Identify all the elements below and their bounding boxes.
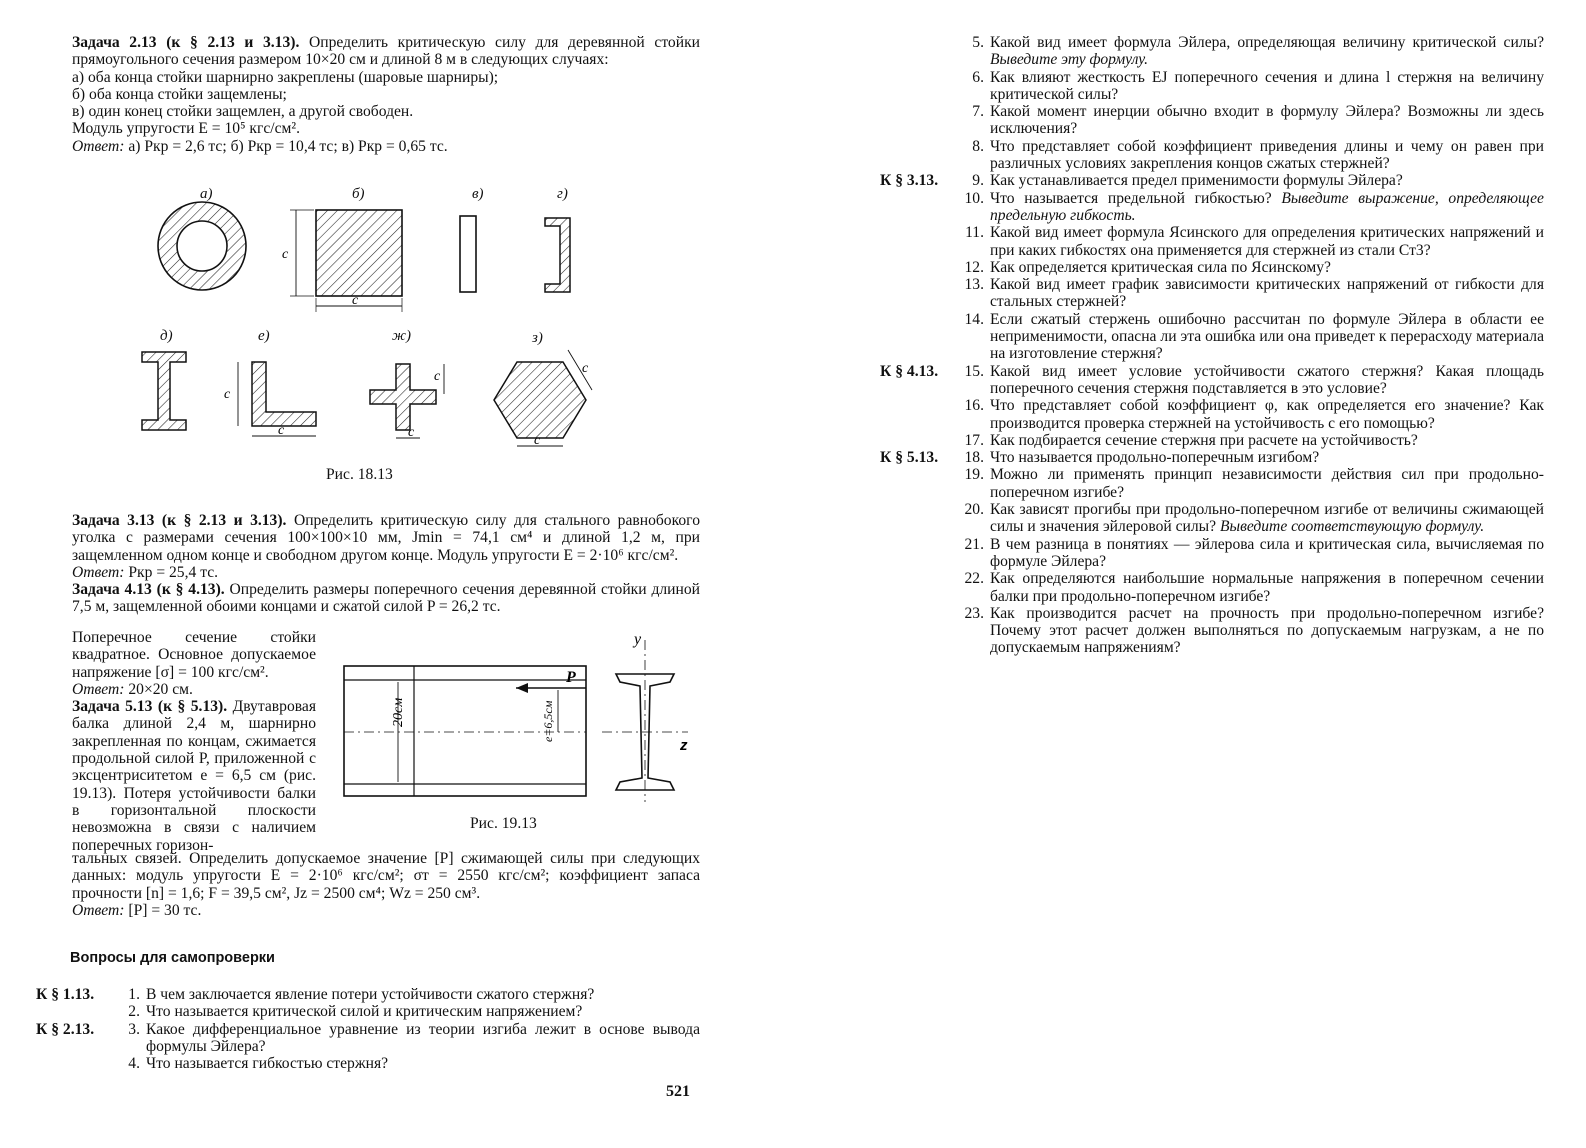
- question-section: К § 2.13.: [36, 1020, 95, 1038]
- dim-height-label: 20см: [391, 697, 406, 727]
- question-text: Что называется критической силой и критическим напряжением?: [146, 1003, 583, 1021]
- question-item: 12. Как определяется критическая сила по Ясинскому?: [964, 258, 1331, 276]
- case-b: б) оба конца стойки защемлены;: [72, 85, 287, 103]
- question-item: [36, 986, 700, 1003]
- question-item: 7. Какой момент инерции обычно входит в формулу Эйлера? Возможны ли здесь исключения?: [972, 103, 1544, 138]
- problem-2-13-title: Задача 2.13 (к § 2.13 и 3.13).: [72, 34, 300, 51]
- dim-c: с: [434, 369, 441, 384]
- question-text: Что называется гибкостью стержня?: [146, 1055, 389, 1073]
- question-item: 19. Можно ли применять принцип независимости действия сил при продольно-поперечном изгибе?: [964, 466, 1544, 501]
- question-number: 4.: [128, 1055, 140, 1073]
- answer-label: Ответ:: [72, 563, 125, 581]
- answer-label: Ответ:: [72, 680, 125, 698]
- self-check-heading: Вопросы для самопроверки: [70, 950, 275, 966]
- label-zh: ж): [392, 328, 411, 344]
- question-number: 2.: [128, 1003, 140, 1021]
- question-item: [36, 1021, 700, 1056]
- dim-c: с: [534, 433, 541, 448]
- questions-left: [36, 986, 700, 1072]
- ring-section: [158, 202, 246, 290]
- thin-rect-section: [460, 216, 476, 292]
- label-g: г): [557, 186, 568, 202]
- square-section: [282, 210, 402, 312]
- question-number: 3.: [128, 1020, 140, 1038]
- question-text: Какое дифференциальное уравнение из теории изгиба лежит в основе вывода формулы Эйлера?: [146, 1020, 700, 1055]
- problem-3-13: [72, 512, 700, 616]
- answer-4-13: 20×20 см.: [128, 680, 193, 698]
- problem-3-13-text: Определить критическую силу для стального равнобокого уголка с размерами сечения 100×100×10 мм, Jmin = 74,1 см⁴ и длиной 1,2 м, при защемленном одном конце и свободном другом конце. Модуль упругости E = 2·10⁶ кгс/см².: [72, 512, 700, 564]
- problem-3-13-title: Задача 3.13 (к § 2.13 и 3.13).: [72, 512, 287, 529]
- question-item: К § 5.13. 18. Что называется продольно-поперечным изгибом?: [880, 449, 1320, 467]
- question-item: 6. Как влияют жесткость EJ поперечного сечения и длина l стержня на величину критической силы?: [972, 68, 1544, 103]
- axis-y-label: y: [634, 632, 642, 648]
- figure-18-13-caption: Рис. 18.13: [326, 466, 393, 483]
- question-item: 21. В чем разница в понятиях — эйлерова сила и критическая сила, вычисляемая по формуле Эйлера?: [964, 535, 1544, 570]
- i-beam-section: [142, 352, 186, 430]
- question-item: 17. Как подбирается сечение стержня при расчете на устойчивость?: [964, 431, 1418, 449]
- problem-4-13-text: Определить размеры поперечного сечения деревянной стойки длиной 7,5 м, защемленной обоими концами и сжатой силой P = 26,2 тс.: [72, 581, 700, 616]
- question-item: [36, 1003, 700, 1020]
- question-item: 13. Какой вид имеет график зависимости критических напряжений от гибкости для стальных стержней?: [964, 276, 1544, 311]
- answer-label: Ответ:: [72, 901, 125, 919]
- question-item: 11. Какой вид имеет формула Ясинского для определения критических напряжений и при каких гибкостях она применяется для стержней из стали Ст3?: [965, 224, 1544, 259]
- case-a: а) оба конца стойки шарнирно закреплены (шаровые шарниры);: [72, 68, 499, 86]
- dim-c: с: [582, 361, 589, 376]
- dim-c: с: [282, 247, 289, 262]
- question-item: 22. Как определяются наибольшие нормальные напряжения в поперечном сечении балки при продольно-поперечном изгибе?: [964, 570, 1544, 605]
- dim-c: с: [278, 423, 285, 438]
- figure-19-13: [330, 632, 700, 812]
- label-e: е): [258, 328, 270, 344]
- page-number: 521: [666, 1083, 690, 1100]
- hexagon-section: [494, 350, 592, 448]
- axis-z-label: z: [680, 737, 688, 754]
- problem-5-13-text2: тальных связей. Определить допускаемое значение [P] сжимающей силы при следующих данных: модуль упругости E = 2·10⁶ кгс/см²; σт = 2550 кгс/см²; коэффициент запаса прочности [n] = 1,6; F = 39,5 см², Jz = 2500 см⁴; Wz = 250 см³.: [72, 850, 700, 902]
- question-item: К § 3.13. 9. Как устанавливается предел применимости формулы Эйлера?: [880, 172, 1403, 190]
- question-item: К § 4.13. 15. Какой вид имеет условие устойчивости сжатого стержня? Какая площадь поперечного сечения стержня подставляется в это условие?: [880, 362, 1544, 397]
- i-beam-profile: [602, 632, 688, 802]
- figure-18-13: [120, 180, 620, 450]
- dim-c: с: [352, 293, 359, 308]
- channel-section: [545, 218, 570, 292]
- force-label: P: [566, 669, 576, 686]
- label-z: з): [532, 330, 543, 346]
- label-v: в): [472, 186, 484, 202]
- dim-c: с: [224, 387, 231, 402]
- question-item: 10. Что называется предельной гибкостью? Выведите выражение, определяющее предельную гибкость.: [964, 189, 1544, 224]
- question-item: 5. Какой вид имеет формула Эйлера, определяющая величину критической силы? Выведите эту формулу.: [972, 34, 1544, 69]
- question-item: 23. Как производится расчет на прочность при продольно-поперечном изгибе? Почему этот расчет должен выполняться по допускаемым нагрузкам, а не по допускаемым напряжениям?: [964, 604, 1544, 657]
- dim-c: с: [408, 425, 415, 440]
- question-item: 8. Что представляет собой коэффициент приведения длины и чему он равен при различных условиях закрепления концов сжатых стержней?: [972, 137, 1544, 173]
- questions-right: [880, 34, 1544, 657]
- label-b: б): [352, 186, 365, 202]
- problem-5-13-title: Задача 5.13 (к § 5.13).: [72, 698, 228, 716]
- problem-4-13-5-13: [72, 629, 316, 854]
- eccentricity-label: е=6,5см: [541, 700, 555, 742]
- case-c: в) один конец стойки защемлен, а другой свободен.: [72, 103, 414, 121]
- question-section: К § 1.13.: [36, 986, 95, 1003]
- question-text: В чем заключается явление потери устойчивости сжатого стержня?: [146, 986, 595, 1003]
- answer-3-13: Pкр = 25,4 тс.: [128, 563, 219, 581]
- question-number: 1.: [128, 986, 140, 1003]
- angle-section: [224, 362, 316, 438]
- answer-label: Ответ:: [72, 137, 125, 155]
- problem-2-13: [72, 34, 700, 155]
- question-item: 20. Как зависят прогибы при продольно-поперечном изгибе от величины сжимающей силы и значения эйлеровой силы? Выведите соответствующую формулу.: [964, 501, 1544, 536]
- cross-section: [370, 364, 444, 440]
- answer-2-13: а) Pкр = 2,6 тс; б) Pкр = 10,4 тс; в) Pкр = 0,65 тс.: [128, 137, 448, 155]
- question-item: 16. Что представляет собой коэффициент φ, как определяется его значение? Как производится проверка стержней на устойчивость с его помощью?: [964, 397, 1544, 432]
- problem-5-13-text: Двутавровая балка длиной 2,4 м, шарнирно закрепленная по концам, сжимается продольной силой P, приложенной с эксцентриситетом e = 6,5 см (рис. 19.13). Потеря устойчивости балки в горизонтальной плоскости невозможна в связи с наличием поперечных горизон-: [72, 698, 316, 854]
- answer-5-13: [P] = 30 тс.: [128, 901, 202, 919]
- label-d: д): [160, 328, 173, 344]
- problem-5-13-cont: [72, 850, 700, 919]
- problem-4-13-text2: Поперечное сечение стойки квадратное. Основное допускаемое напряжение [σ] = 100 кгс/см².: [72, 629, 316, 681]
- problem-2-13-text: Определить критическую силу для деревянной стойки прямоугольного сечения размером 10×20 см и длиной 8 м в следующих случаях:: [72, 34, 700, 69]
- elastic-modulus: Модуль упругости E = 10⁵ кгс/см².: [72, 120, 300, 138]
- question-item: 14. Если сжатый стержень ошибочно рассчитан по формуле Эйлера в области ее неприменимости, опасна ли эта ошибка или она приведет к перерасходу материала на изготовление стержня?: [964, 310, 1544, 363]
- problem-4-13-title: Задача 4.13 (к § 4.13).: [72, 581, 225, 599]
- figure-19-13-caption: Рис. 19.13: [470, 815, 537, 832]
- question-item: [36, 1055, 700, 1072]
- label-a: а): [200, 186, 213, 202]
